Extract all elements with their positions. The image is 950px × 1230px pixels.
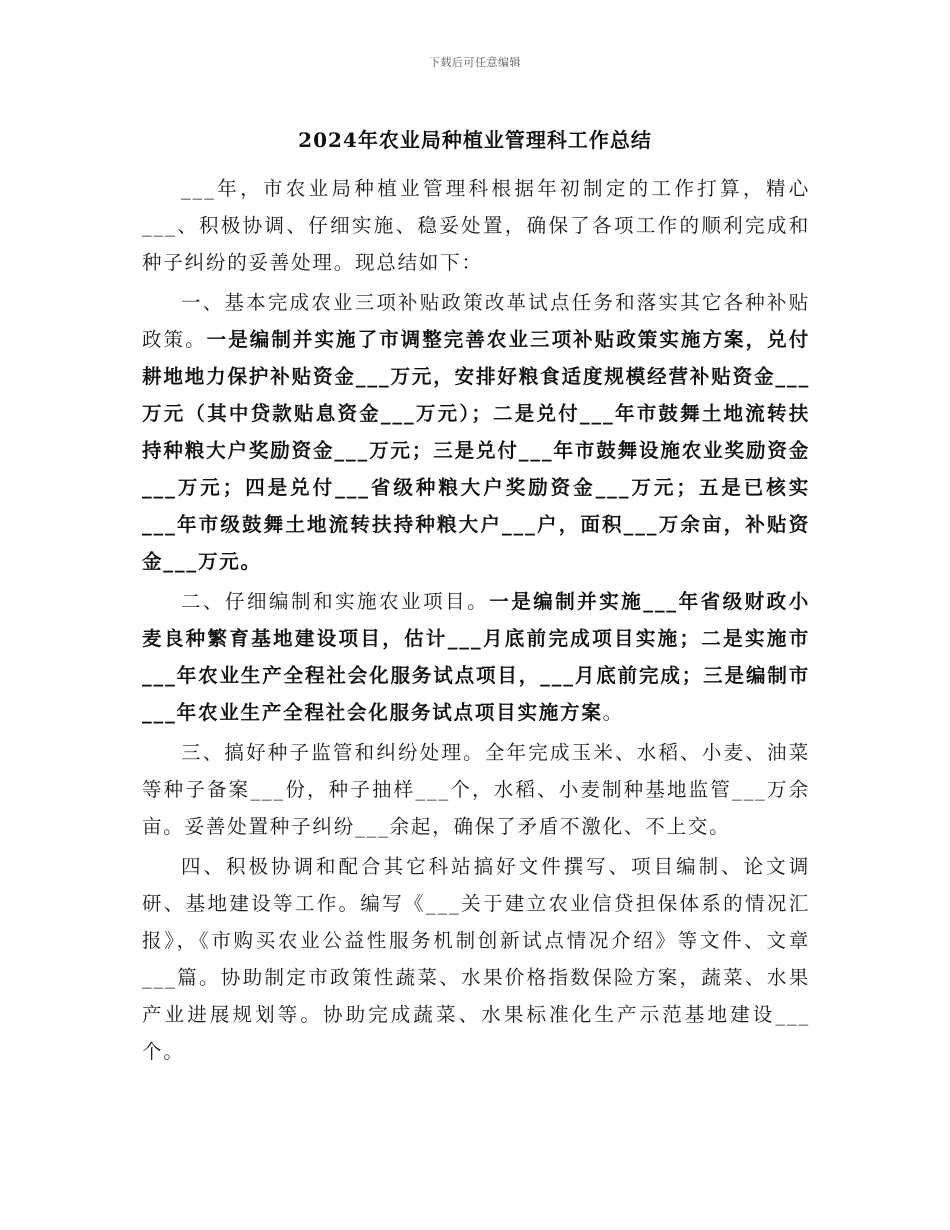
paragraph-section-4: 四、积极协调和配合其它科站搞好文件撰写、项目编制、论文调研、基地建设等工作。编写《___关于建立农业信贷担保体系的情况汇报》，《市购买农业公益性服务机制创新试点情况介绍》等文件、文章___篇。协助制定市政策性蔬菜、水果价格指数保险方案，蔬菜、水果产业进展规划等。协助完成蔬菜、水果标准化生产示范基地建设___个。 [142, 855, 810, 1063]
section-1-details: 一是编制并实施了市调整完善农业三项补贴政策实施方案，兑付耕地地力保护补贴资金___万元，安排好粮食适度规模经营补贴资金___万元（其中贷款贴息资金___万元）；二是兑付___年市鼓舞土地流转扶持种粮大户奖励资金___万元；三是兑付___年市鼓舞设施农业奖励资金___万元；四是兑付___省级种粮大户奖励资金___万元；五是已核实___年市级鼓舞土地流转扶持种粮大户___户，面积___万余亩，补贴资金___万元。 [142, 328, 810, 573]
document-title: 2024年农业局种植业管理科工作总结 [298, 128, 652, 152]
section-1-lead: 一、基本完成农业三项补贴政策改革试点任务和落实其它各种补贴政策。 [142, 291, 810, 351]
paragraph-intro: ___年，市农业局种植业管理科根据年初制定的工作打算，精心___、积极协调、仔细实施、稳妥处置，确保了各项工作的顺利完成和种子纠纷的妥善处理。现总结如下： [142, 177, 810, 274]
section-2-details: 一是编制并实施___年省级财政小麦良种繁育基地建设项目，估计___月底前完成项目实施；二是实施市___年农业生产全程社会化服务试点项目，___月底前完成；三是编制市___年农业生产全程社会化服务试点项目实施方案 [142, 590, 810, 724]
paragraph-section-3: 三、搞好种子监管和纠纷处理。全年完成玉米、水稻、小麦、油菜等种子备案___份，种子抽样___个，水稻、小麦制种基地监管___万余亩。妥善处置种子纠纷___余起，确保了矛盾不激化、不上交。 [142, 741, 810, 838]
section-2-end: 。 [602, 701, 624, 724]
paragraph-section-1 [142, 284, 810, 580]
document-body [142, 170, 810, 1073]
page-header-note: 下载后可任意编辑 [429, 56, 521, 69]
paragraph-section-2 [142, 583, 810, 731]
section-2-lead: 二、仔细编制和实施农业项目。 [181, 590, 490, 613]
